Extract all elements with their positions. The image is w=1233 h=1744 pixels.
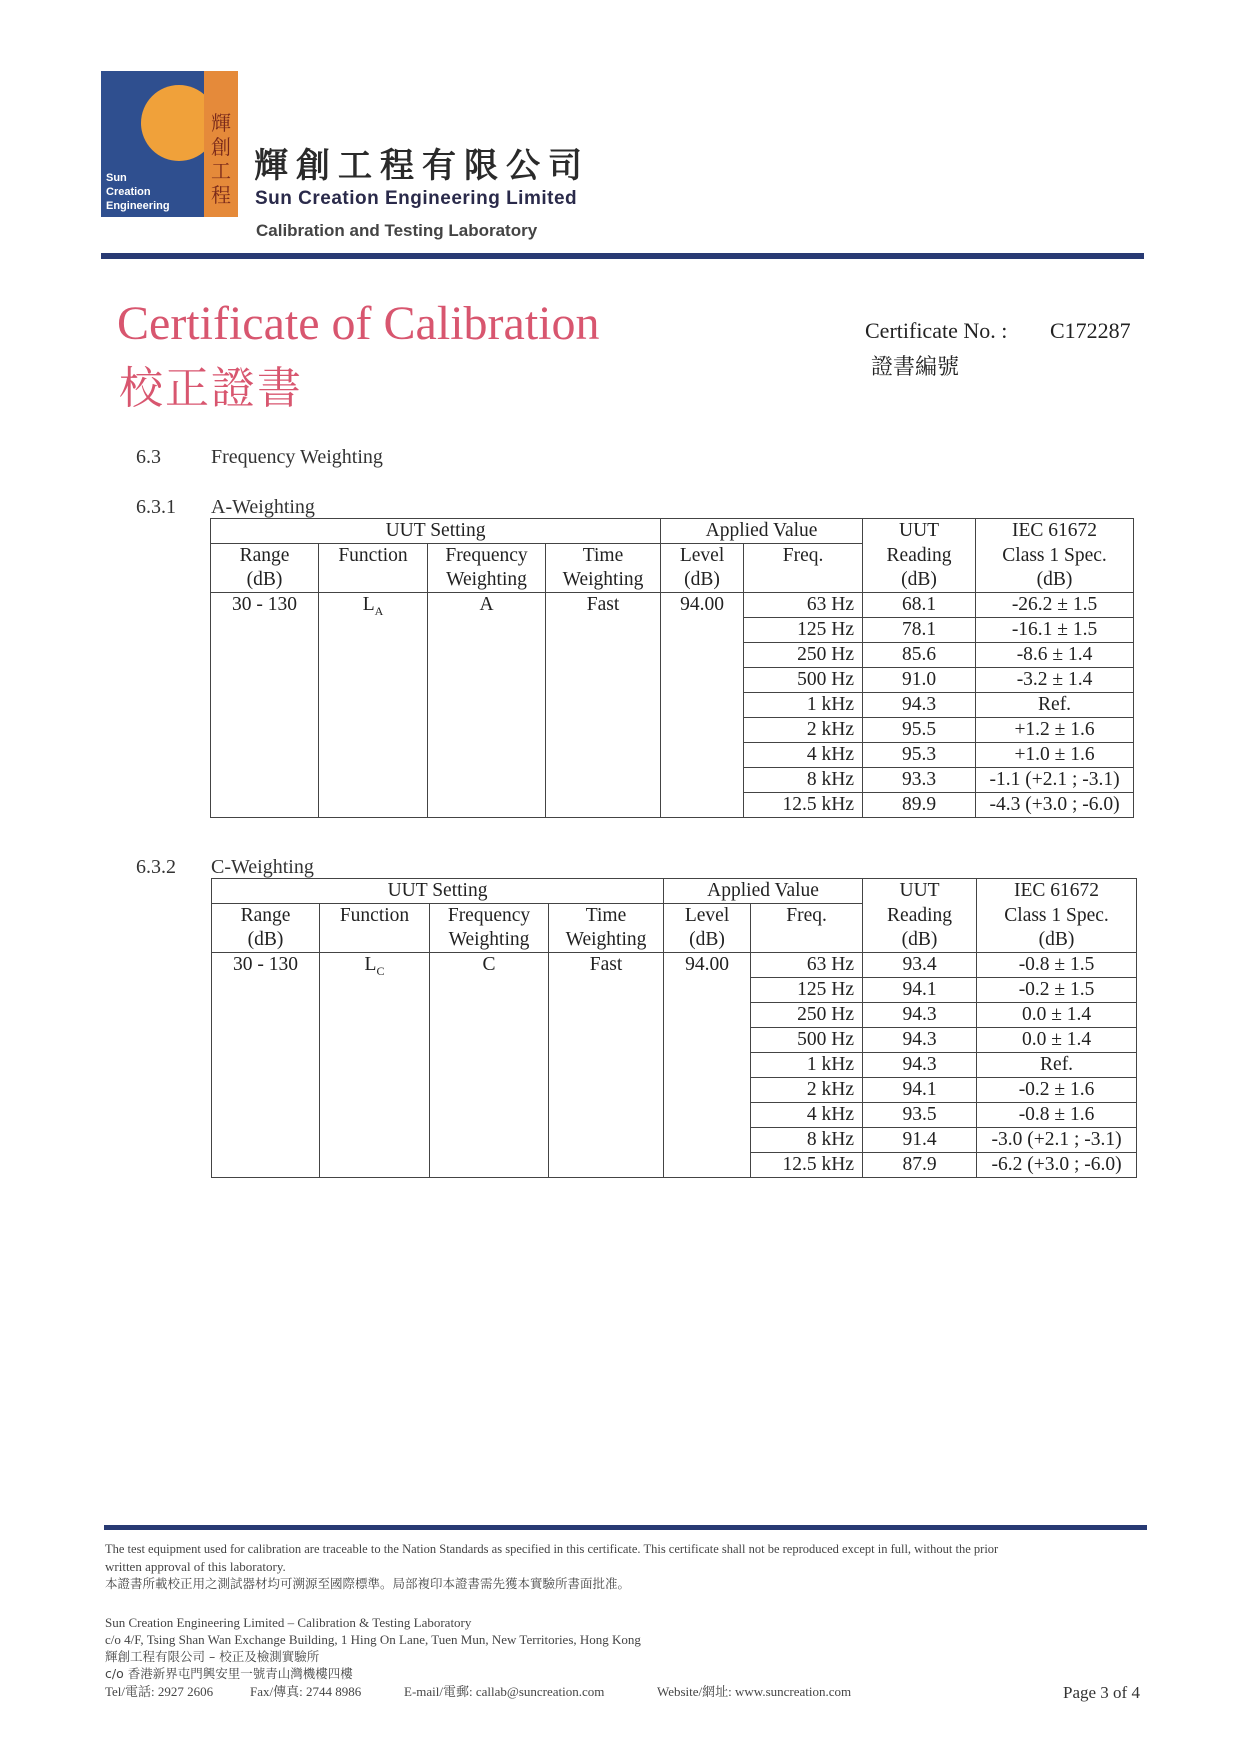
reading-cell: 95.3 (863, 743, 976, 768)
logo-line: Creation (106, 186, 151, 198)
header-applied-value: Applied Value (661, 519, 863, 544)
page-number: Page 3 of 4 (1063, 1683, 1140, 1702)
section-title: Frequency Weighting (211, 446, 383, 468)
header-level: Level (661, 544, 744, 569)
freq-cell: 250 Hz (744, 643, 863, 668)
spec-cell: 0.0 ± 1.4 (977, 1003, 1137, 1028)
header-range: Range (212, 904, 320, 929)
freq-cell: 2 kHz (744, 718, 863, 743)
footer-lab-en: Sun Creation Engineering Limited – Calibration & Testing Laboratory (105, 1615, 472, 1630)
reading-cell: 94.3 (863, 1003, 977, 1028)
spec-cell: +1.0 ± 1.6 (976, 743, 1134, 768)
header-uut-reading: UUT (863, 519, 976, 544)
header-function-blank (320, 928, 430, 953)
freq-cell: 2 kHz (751, 1078, 863, 1103)
header-level-unit: (dB) (661, 568, 744, 593)
reading-cell: 94.3 (863, 693, 976, 718)
header-uut-reading-unit: (dB) (863, 568, 976, 593)
header-level-unit: (dB) (664, 928, 751, 953)
spec-cell: -0.8 ± 1.6 (977, 1103, 1137, 1128)
spec-cell: -3.0 (+2.1 ; -3.1) (977, 1128, 1137, 1153)
header-iec-spec-unit: (dB) (976, 568, 1134, 593)
logo-line: Sun (106, 172, 127, 184)
freq-cell: 8 kHz (744, 768, 863, 793)
header-iec-spec: Class 1 Spec. (976, 544, 1134, 569)
certificate-number-label: Certificate No. : (865, 318, 1008, 343)
header-function: Function (320, 904, 430, 929)
freq-cell: 500 Hz (751, 1028, 863, 1053)
freq-cell: 4 kHz (744, 743, 863, 768)
a-weighting-table (210, 518, 1134, 818)
header-level: Level (664, 904, 751, 929)
certificate-title-en: Certificate of Calibration (117, 297, 600, 350)
header-time-weighting: Time (549, 904, 664, 929)
time-weighting-cell: Fast (549, 953, 664, 1178)
function-cell (320, 953, 430, 1178)
header-range-unit: (dB) (211, 568, 319, 593)
header-function: Function (319, 544, 428, 569)
reading-cell: 93.4 (863, 953, 977, 978)
reading-cell: 93.3 (863, 768, 976, 793)
freq-cell: 12.5 kHz (751, 1153, 863, 1178)
logo-text-cn (204, 111, 238, 207)
reading-cell: 91.0 (863, 668, 976, 693)
freq-cell: 63 Hz (751, 953, 863, 978)
header-function-blank (319, 568, 428, 593)
footer-website: Website/網址: www.suncreation.com (657, 1684, 852, 1699)
footer-divider (104, 1525, 1147, 1530)
function-sub: C (376, 963, 385, 978)
header-iec-spec-unit: (dB) (977, 928, 1137, 953)
header-freq: Freq. (751, 904, 863, 929)
header-frequency-weighting: Weighting (428, 568, 546, 593)
footer-note-en-2: written approval of this laboratory. (105, 1559, 286, 1574)
reading-cell: 68.1 (863, 593, 976, 618)
spec-cell: -1.1 (+2.1 ; -3.1) (976, 768, 1134, 793)
footer-note-cn: 本證書所載校正用之測試器材均可溯源至國際標準。局部複印本證書需先獲本實驗所書面批准。 (105, 1576, 631, 1591)
freq-cell: 63 Hz (744, 593, 863, 618)
subsection-title: C-Weighting (211, 856, 314, 878)
spec-cell: -8.6 ± 1.4 (976, 643, 1134, 668)
spec-cell: +1.2 ± 1.6 (976, 718, 1134, 743)
sun-icon (141, 85, 204, 161)
company-name-cn: 輝創工程有限公司 (254, 146, 590, 186)
level-cell: 94.00 (664, 953, 751, 1178)
range-cell: 30 - 130 (211, 593, 319, 818)
logo-char: 工 (211, 159, 231, 183)
freq-cell: 1 kHz (744, 693, 863, 718)
spec-cell: -0.8 ± 1.5 (977, 953, 1137, 978)
logo-char: 程 (211, 183, 231, 207)
footer-fax: Fax/傳真: 2744 8986 (250, 1684, 362, 1699)
frequency-weighting-cell: C (430, 953, 549, 1178)
company-logo (101, 71, 238, 217)
spec-cell: -4.3 (+3.0 ; -6.0) (976, 793, 1134, 818)
reading-cell: 78.1 (863, 618, 976, 643)
reading-cell: 94.1 (863, 1078, 977, 1103)
reading-cell: 94.3 (863, 1053, 977, 1078)
logo-char: 創 (211, 135, 231, 159)
footer-tel: Tel/電話: 2927 2606 (105, 1684, 214, 1699)
function-cell (319, 593, 428, 818)
reading-cell: 87.9 (863, 1153, 977, 1178)
logo-char: 輝 (211, 111, 231, 135)
reading-cell: 94.1 (863, 978, 977, 1003)
header-uut-reading: UUT (863, 879, 977, 904)
freq-cell: 12.5 kHz (744, 793, 863, 818)
reading-cell: 89.9 (863, 793, 976, 818)
freq-cell: 250 Hz (751, 1003, 863, 1028)
spec-cell: -6.2 (+3.0 ; -6.0) (977, 1153, 1137, 1178)
header-freq-blank (751, 928, 863, 953)
spec-cell: Ref. (976, 693, 1134, 718)
reading-cell: 85.6 (863, 643, 976, 668)
function-main: L (362, 594, 375, 615)
header-range-unit: (dB) (212, 928, 320, 953)
company-subtitle: Calibration and Testing Laboratory (256, 221, 538, 240)
footer-email: E-mail/電郵: callab@suncreation.com (404, 1684, 605, 1699)
header-uut-setting: UUT Setting (211, 519, 661, 544)
spec-cell: -0.2 ± 1.6 (977, 1078, 1137, 1103)
subsection-number: 6.3.1 (136, 496, 176, 518)
footer-address-en: c/o 4/F, Tsing Shan Wan Exchange Building, 1 Hing On Lane, Tuen Mun, New Territories, Hong Kong (105, 1632, 641, 1647)
company-name-en: Sun Creation Engineering Limited (255, 188, 578, 209)
spec-cell: 0.0 ± 1.4 (977, 1028, 1137, 1053)
freq-cell: 125 Hz (751, 978, 863, 1003)
header-frequency-weighting: Frequency (428, 544, 546, 569)
freq-cell: 500 Hz (744, 668, 863, 693)
frequency-weighting-cell: A (428, 593, 546, 818)
header-time-weighting: Time (546, 544, 661, 569)
c-weighting-table (211, 878, 1137, 1178)
logo-blue-panel (101, 71, 204, 217)
reading-cell: 93.5 (863, 1103, 977, 1128)
footer-address-cn: c/o 香港新界屯門興安里一號青山灣機樓四樓 (105, 1666, 353, 1681)
header-divider (101, 253, 1144, 259)
freq-cell: 1 kHz (751, 1053, 863, 1078)
reading-cell: 95.5 (863, 718, 976, 743)
level-cell: 94.00 (661, 593, 744, 818)
header-uut-setting: UUT Setting (212, 879, 664, 904)
header-freq: Freq. (744, 544, 863, 569)
function-sub: A (374, 603, 384, 618)
footer-lab-cn: 輝創工程有限公司 – 校正及檢測實驗所 (105, 1649, 320, 1664)
freq-cell: 125 Hz (744, 618, 863, 643)
header-time-weighting: Weighting (549, 928, 664, 953)
time-weighting-cell: Fast (546, 593, 661, 818)
certificate-number-value: C172287 (1050, 318, 1131, 343)
range-cell: 30 - 130 (212, 953, 320, 1178)
spec-cell: Ref. (977, 1053, 1137, 1078)
header-uut-reading: Reading (863, 904, 977, 929)
header-iec-spec: IEC 61672 (977, 879, 1137, 904)
function-main: L (364, 954, 377, 975)
header-frequency-weighting: Frequency (430, 904, 549, 929)
header-freq-blank (744, 568, 863, 593)
header-iec-spec: IEC 61672 (976, 519, 1134, 544)
subsection-title: A-Weighting (211, 496, 315, 518)
header-uut-reading: Reading (863, 544, 976, 569)
header-applied-value: Applied Value (664, 879, 863, 904)
subsection-number: 6.3.2 (136, 856, 176, 878)
logo-line: Engineering (106, 200, 170, 212)
spec-cell: -3.2 ± 1.4 (976, 668, 1134, 693)
header-frequency-weighting: Weighting (430, 928, 549, 953)
header-range: Range (211, 544, 319, 569)
section-number: 6.3 (136, 446, 161, 468)
certificate-title-cn: 校正證書 (119, 364, 303, 413)
spec-cell: -0.2 ± 1.5 (977, 978, 1137, 1003)
spec-cell: -16.1 ± 1.5 (976, 618, 1134, 643)
logo-text-en (106, 171, 201, 213)
reading-cell: 94.3 (863, 1028, 977, 1053)
freq-cell: 4 kHz (751, 1103, 863, 1128)
freq-cell: 8 kHz (751, 1128, 863, 1153)
header-iec-spec: Class 1 Spec. (977, 904, 1137, 929)
header-uut-reading-unit: (dB) (863, 928, 977, 953)
header-time-weighting: Weighting (546, 568, 661, 593)
footer-note-en: The test equipment used for calibration are traceable to the Nation Standards as specified in this certificate. This certificate shall not be reproduced except in full, without the prior (105, 1542, 999, 1556)
spec-cell: -26.2 ± 1.5 (976, 593, 1134, 618)
reading-cell: 91.4 (863, 1128, 977, 1153)
certificate-number-label-cn: 證書編號 (871, 355, 960, 380)
